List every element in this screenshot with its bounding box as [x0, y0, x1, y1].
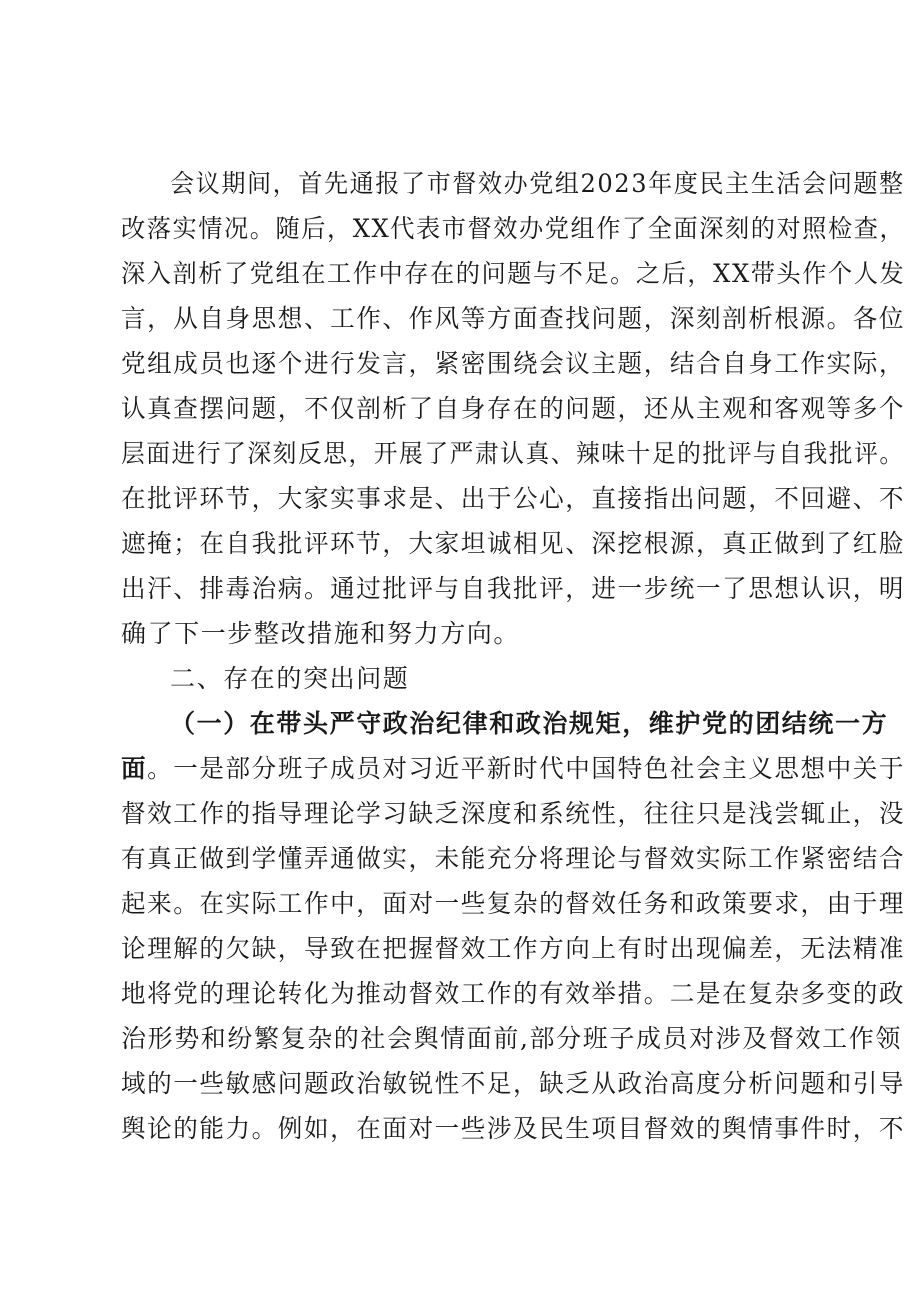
paragraph-line: 有真正做到学懂弄通做实，未能充分将理论与督效实际工作紧密结合 [121, 844, 906, 873]
paragraph-line: 治形势和纷繁复杂的社会舆情面前,部分班子成员对涉及督效工作领 [121, 1024, 902, 1053]
paragraph-line: 域的一些敏感问题政治敏锐性不足，缺乏从政治高度分析问题和引导 [121, 1069, 906, 1098]
paragraph-line: 舆论的能力。例如，在面对一些涉及民生项目督效的舆情事件时，不 [121, 1114, 906, 1143]
subsection-heading-tail: 面 [121, 754, 148, 783]
paragraph-line: 督效工作的指导理论学习缺乏深度和系统性，往往只是浅尝辄止，没 [121, 799, 906, 828]
subsection-heading: （一）在带头严守政治纪律和政治规矩，维护党的团结统一方 [170, 709, 889, 738]
paragraph-line: 在批评环节，大家实事求是、出于公心，直接指出问题，不回避、不 [121, 484, 906, 513]
paragraph-line: 遮掩；在自我批评环节，大家坦诚相见、深挖根源，真正做到了红脸 [121, 529, 906, 558]
paragraph-line: 改落实情况。随后，XX代表市督效办党组作了全面深刻的对照检查， [121, 214, 906, 243]
paragraph-line: 出汗、排毒治病。通过批评与自我批评，进一步统一了思想认识，明 [121, 574, 906, 603]
paragraph-line-text: 。一是部分班子成员对习近平新时代中国特色社会主义思想中关于 [147, 754, 906, 783]
paragraph-line: 会议期间，首先通报了市督效办党组2023年度民主生活会问题整 [170, 169, 905, 198]
paragraph-line: 地将党的理论转化为推动督效工作的有效举措。二是在复杂多变的政 [121, 979, 906, 1008]
paragraph-line: 论理解的欠缺，导致在把握督效工作方向上有时出现偏差，无法精准 [121, 934, 906, 963]
paragraph-line: 党组成员也逐个进行发言，紧密围绕会议主题，结合自身工作实际， [121, 349, 906, 378]
paragraph-line: 确了下一步整改措施和努力方向。 [121, 619, 521, 648]
paragraph-line: 言，从自身思想、工作、作风等方面查找问题，深刻剖析根源。各位 [121, 304, 906, 333]
section-heading: 二、存在的突出问题 [170, 664, 410, 693]
paragraph-line: 起来。在实际工作中，面对一些复杂的督效任务和政策要求，由于理 [121, 889, 906, 918]
paragraph-line: 认真查摆问题，不仅剖析了自身存在的问题，还从主观和客观等多个 [121, 394, 906, 423]
paragraph-line: 深入剖析了党组在工作中存在的问题与不足。之后，XX带头作个人发 [121, 259, 906, 288]
paragraph-line: 层面进行了深刻反思，开展了严肃认真、辣味十足的批评与自我批评。 [121, 439, 905, 468]
paragraph-line [121, 751, 905, 787]
